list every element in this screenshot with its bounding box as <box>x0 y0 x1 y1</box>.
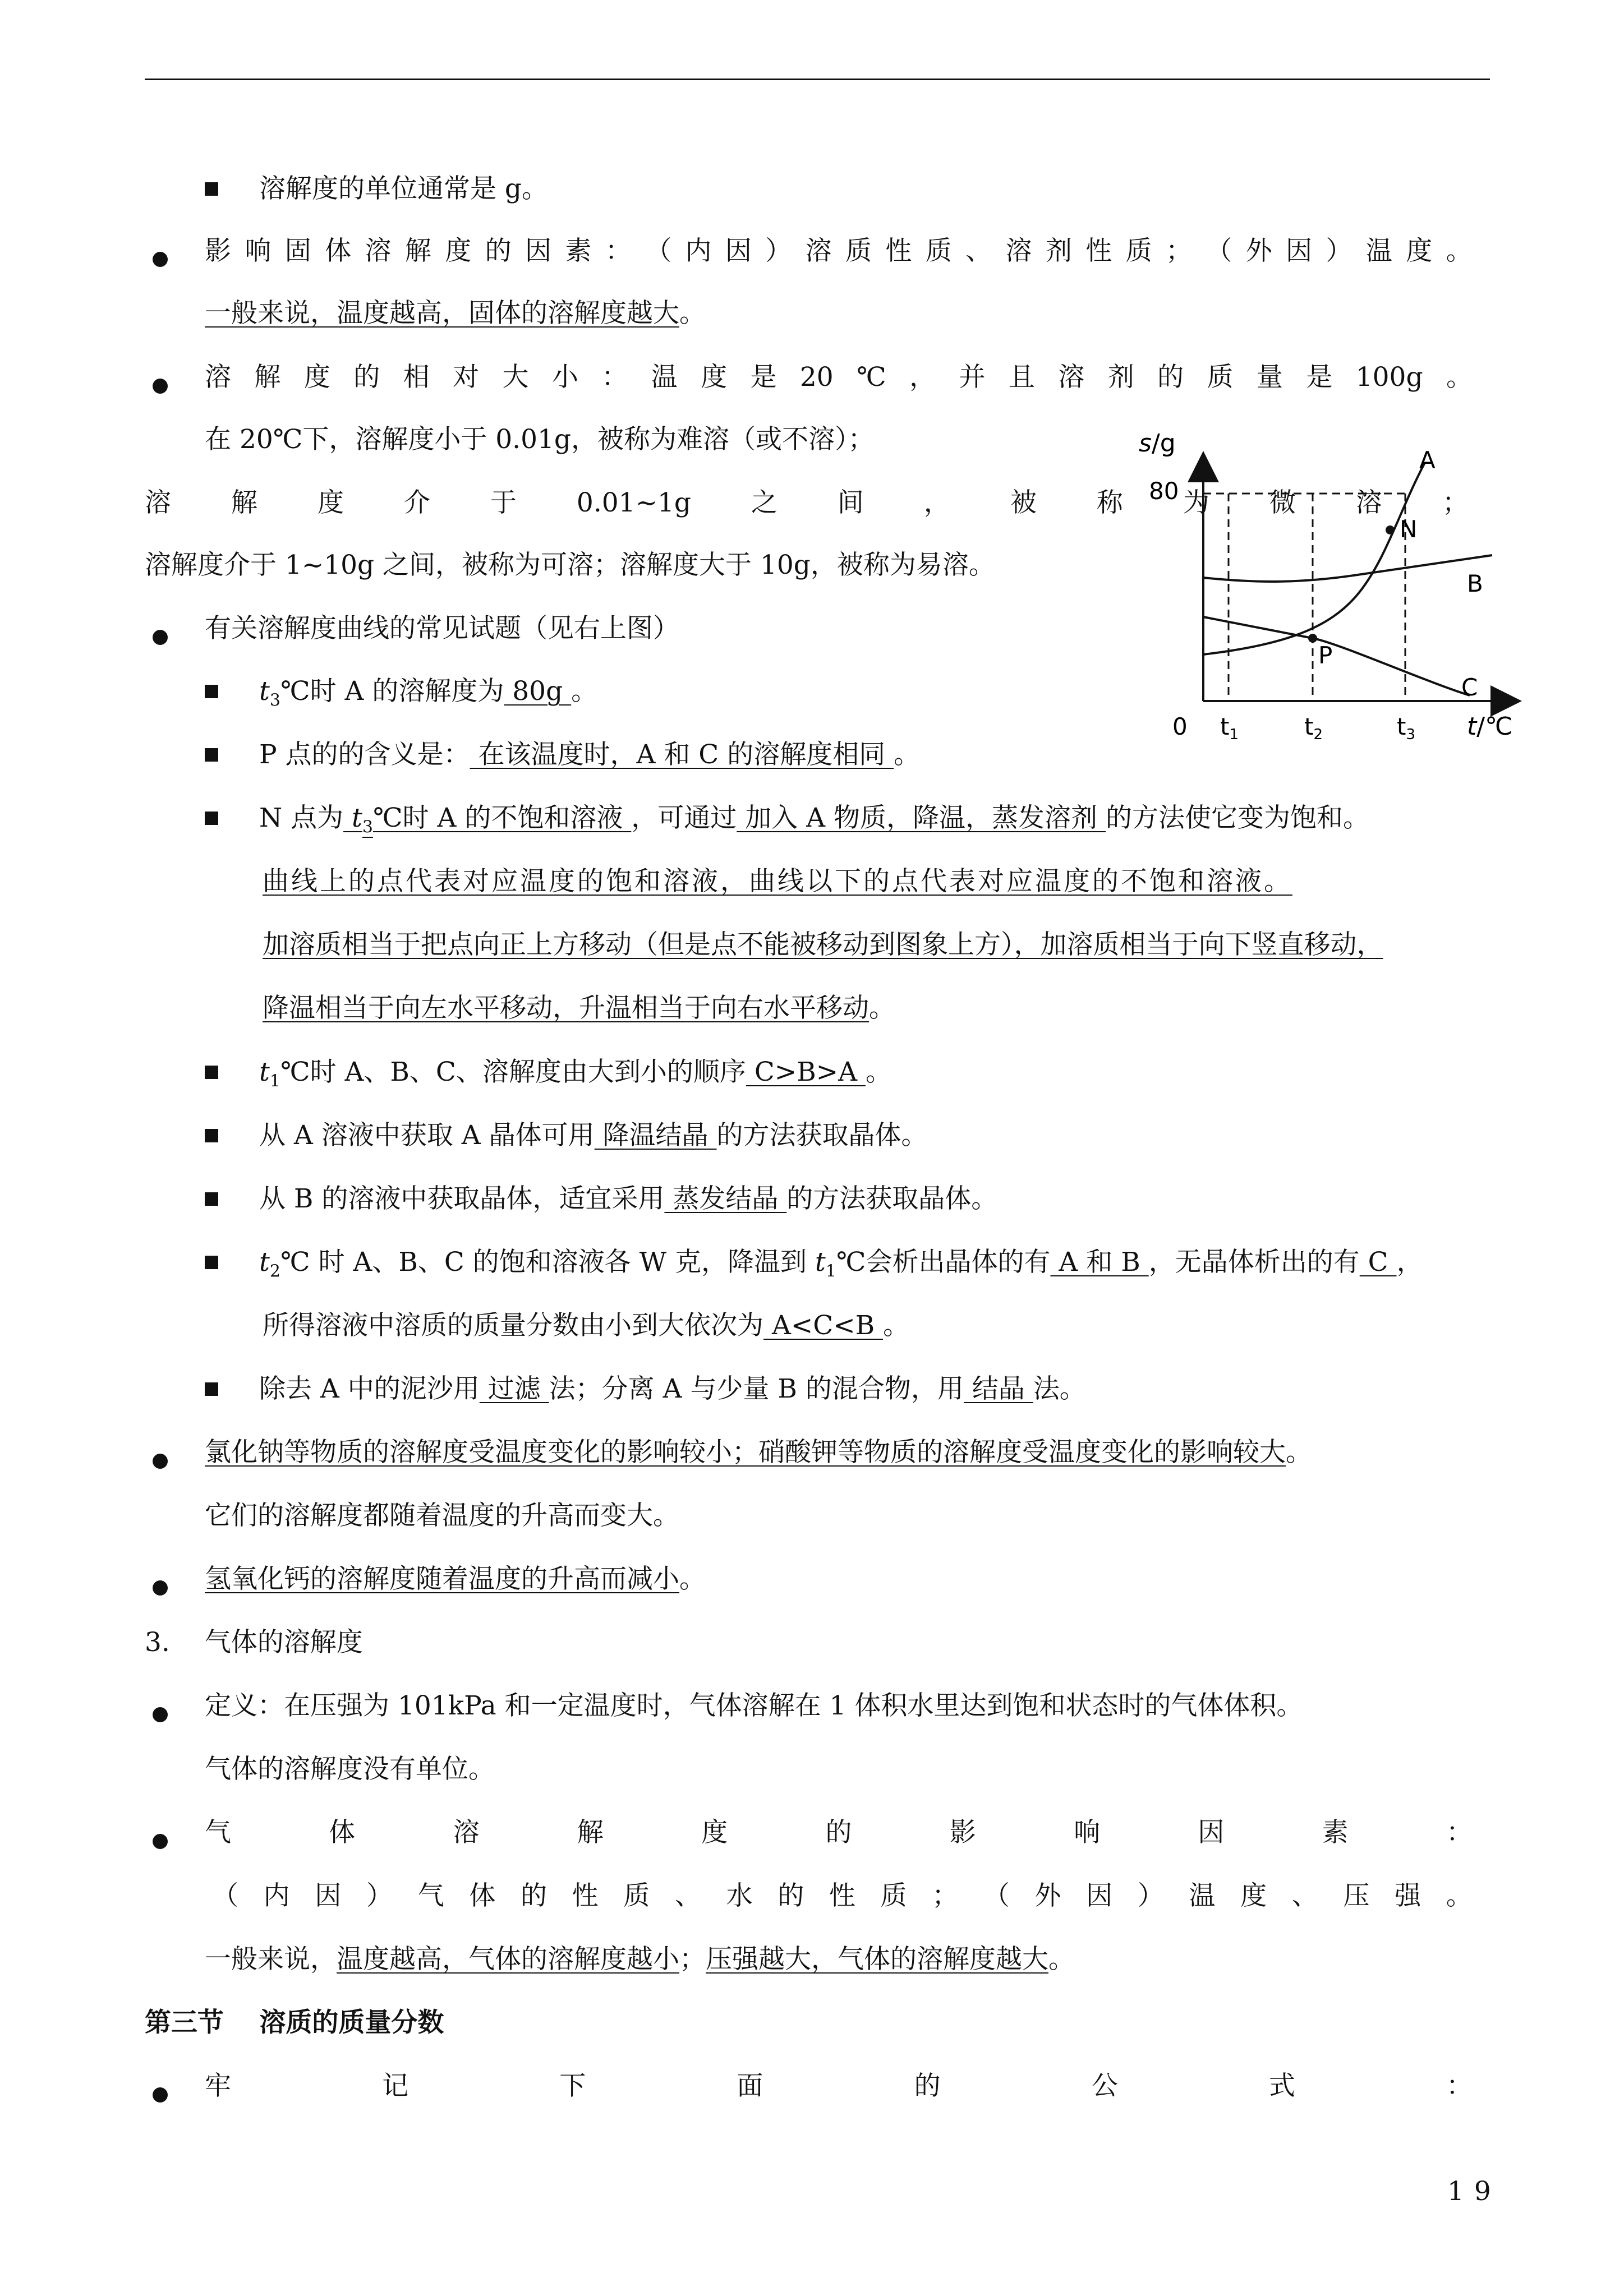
char: 牢 <box>205 2071 231 2101</box>
text: P 点的的含义是： <box>259 739 470 770</box>
question-5 <box>205 1119 928 1152</box>
tick-t2: t2 <box>1304 713 1323 743</box>
char: 度 <box>701 1817 728 1848</box>
char: 、 <box>965 236 992 266</box>
char: 下 <box>559 2071 586 2101</box>
underlined-text: 压强越大，气体的溶解度越大 <box>706 1944 1048 1975</box>
char: 公 <box>1091 2071 1118 2101</box>
point-n-icon <box>1386 525 1395 534</box>
underlined-text: 曲线上的点代表对应温度的饱和溶液，曲线以下的点代表对应温度的不饱和溶液。 <box>263 866 1292 897</box>
char: 于 <box>490 487 517 518</box>
tick-t3: t3 <box>1397 713 1416 743</box>
square-bullet-icon <box>205 748 218 762</box>
char: 对 <box>453 362 480 393</box>
question-6 <box>205 1182 997 1216</box>
char: 。 <box>1446 362 1473 393</box>
char: ： <box>1446 1817 1473 1848</box>
char: 解 <box>254 362 281 393</box>
text: 。 <box>869 993 895 1023</box>
char: 。 <box>1446 236 1473 266</box>
answer: ℃时 A 的不饱和溶液 <box>372 803 632 833</box>
char: ） <box>1326 236 1352 266</box>
char: 压 <box>1343 1880 1370 1911</box>
answer: 结晶 <box>963 1373 1033 1404</box>
answer: 过滤 <box>479 1373 549 1404</box>
round-bullet-icon <box>153 2079 168 2110</box>
char: ， <box>923 487 950 518</box>
subscript: 1 <box>269 1071 280 1091</box>
text: ，可通过 <box>631 803 737 833</box>
char: 介 <box>403 487 430 518</box>
underlined-text: 温度越高，气体的溶解度越小 <box>337 1944 679 1975</box>
char: 度 <box>303 362 330 393</box>
text: 。 <box>866 1057 892 1087</box>
char: 的 <box>778 1880 804 1911</box>
y-axis-label: s/g <box>1139 429 1176 458</box>
line-insoluble: 在 20℃下，溶解度小于 0.01g，被称为难溶（或不溶）； <box>205 424 875 455</box>
char: 外 <box>1034 1880 1061 1911</box>
text: ， <box>1396 1247 1423 1278</box>
char: 水 <box>726 1880 753 1911</box>
char: 量 <box>1256 362 1283 393</box>
text: 。 <box>679 298 706 329</box>
line-remember-formula <box>205 2069 1473 2103</box>
text: 一般来说， <box>205 1944 337 1975</box>
round-bullet-icon <box>153 243 168 274</box>
x-axis-label: t/℃ <box>1467 712 1513 741</box>
char: 气 <box>417 1880 444 1911</box>
char: ℃ <box>857 362 886 393</box>
char: 体 <box>329 1817 356 1848</box>
char: ） <box>765 236 792 266</box>
char: 性 <box>572 1880 599 1911</box>
subscript: 1 <box>825 1261 836 1281</box>
text: 所得溶液中溶质的质量分数由小到大依次为 <box>263 1310 763 1341</box>
char: 因 <box>1198 1817 1225 1848</box>
answer: 在该温度时，A 和 C 的溶解度相同 <box>470 739 894 770</box>
char: 性 <box>1085 236 1112 266</box>
char: （ <box>1206 236 1232 266</box>
answer: 加入 A 物质，降温，蒸发溶剂 <box>737 803 1106 833</box>
text: ； <box>679 1944 706 1975</box>
char: 内 <box>263 1880 290 1911</box>
text: 法；分离 A 与少量 B 的混合物，用 <box>549 1373 964 1404</box>
char: 为 <box>1183 487 1209 518</box>
char: 因 <box>315 1880 342 1911</box>
char: 的 <box>825 1817 852 1848</box>
char: 响 <box>1074 1817 1101 1848</box>
line-factors <box>205 234 1473 268</box>
char: ； <box>1166 236 1192 266</box>
char: 的 <box>353 362 380 393</box>
text: 除去 A 中的泥沙用 <box>259 1373 480 1404</box>
answer: C>B>A <box>746 1057 866 1087</box>
char: 影 <box>949 1817 976 1848</box>
char: 影 <box>205 236 231 266</box>
underlined-text: 加溶质相当于把点向正上方移动（但是点不能被移动到图象上方），加溶质相当于向下竖直移动， <box>263 929 1383 960</box>
answer: C <box>1359 1247 1397 1278</box>
line-general-solid <box>205 297 706 330</box>
char: 溶 <box>453 1817 480 1848</box>
text: 。 <box>894 739 921 770</box>
text: ℃会析出晶体的有 <box>836 1247 1051 1278</box>
char: 是 <box>1306 362 1333 393</box>
tick-t1: t1 <box>1220 713 1239 743</box>
char: 解 <box>577 1817 604 1848</box>
char: 固 <box>284 236 311 266</box>
header-rule <box>145 79 1490 80</box>
curve-c <box>1203 617 1470 695</box>
square-bullet-icon <box>205 1256 218 1269</box>
solubility-curve-figure <box>1139 415 1526 751</box>
text: ℃ 时 A、B、C 的饱和溶液各 W 克，降温到 <box>280 1247 815 1278</box>
char: ） <box>366 1880 393 1911</box>
answer: 80g <box>504 676 572 707</box>
question-2 <box>205 738 920 772</box>
char: 性 <box>885 236 912 266</box>
round-bullet-icon <box>153 1825 168 1856</box>
char: 、 <box>674 1880 701 1911</box>
curve-a-label: A <box>1419 446 1436 474</box>
char: 素 <box>565 236 592 266</box>
question-3-line-4 <box>263 992 895 1025</box>
char: 大 <box>502 362 529 393</box>
point-n-label: N <box>1400 515 1418 543</box>
text: t <box>815 1247 826 1278</box>
char: 因 <box>1286 236 1313 266</box>
char: 式 <box>1268 2071 1295 2101</box>
page-number: 19 <box>1447 2176 1501 2207</box>
question-3-line-3 <box>263 928 1383 962</box>
square-bullet-icon <box>205 1129 218 1142</box>
char: 溶 <box>365 236 392 266</box>
answer: 蒸发结晶 <box>664 1183 787 1214</box>
char: 温 <box>1189 1880 1216 1911</box>
text: ，无晶体析出的有 <box>1148 1247 1360 1278</box>
line-caoh2 <box>205 1562 706 1596</box>
round-bullet-icon <box>153 621 168 652</box>
line-gas-factors-2 <box>212 1879 1473 1913</box>
char: 溶 <box>145 487 171 518</box>
char: 的 <box>914 2071 941 2101</box>
subscript: 3 <box>269 690 280 711</box>
char: ： <box>605 236 632 266</box>
text: t <box>259 1247 270 1278</box>
round-bullet-icon <box>153 1572 168 1603</box>
char: ： <box>1446 2071 1473 2101</box>
char: （ <box>212 1880 238 1911</box>
underlined-text: 氯化钠等物质的溶解度受温度变化的影响较小；硝酸钾等物质的溶解度受温度变化的影响较大 <box>205 1437 1286 1468</box>
char: 内 <box>685 236 712 266</box>
char: 剂 <box>1045 236 1072 266</box>
text: 。 <box>883 1310 910 1341</box>
char: 微 <box>1269 487 1296 518</box>
char: 的 <box>520 1880 547 1911</box>
char: ； <box>932 1880 959 1911</box>
char: 质 <box>880 1880 907 1911</box>
text: 法。 <box>1033 1373 1086 1404</box>
origin-label: 0 <box>1172 713 1188 740</box>
char: ） <box>1137 1880 1164 1911</box>
text: 。 <box>679 1564 706 1594</box>
char: 、 <box>1291 1880 1318 1911</box>
char: 是 <box>750 362 777 393</box>
char: 体 <box>469 1880 496 1911</box>
square-bullet-icon <box>205 1382 218 1396</box>
char: 响 <box>245 236 272 266</box>
char: 间 <box>837 487 864 518</box>
subscript: 3 <box>362 817 373 837</box>
char: 素 <box>1322 1817 1349 1848</box>
subscript: 2 <box>269 1261 280 1281</box>
section-3-heading: 3. 气体的溶解度 <box>145 1627 363 1658</box>
text: t <box>259 1057 270 1087</box>
char: 被 <box>1010 487 1037 518</box>
text: 从 B 的溶液中获取晶体，适宜采用 <box>259 1183 665 1214</box>
answer: t <box>343 803 362 833</box>
question-7 <box>205 1246 1423 1288</box>
char: 质 <box>623 1880 650 1911</box>
char: 剂 <box>1107 362 1134 393</box>
curve-b <box>1203 555 1492 582</box>
round-bullet-icon <box>153 1445 168 1476</box>
char: ； <box>1442 487 1469 518</box>
char: 体 <box>325 236 352 266</box>
question-3-line-2 <box>263 865 1292 898</box>
answer: A 和 B <box>1050 1247 1149 1278</box>
question-1 <box>205 675 597 717</box>
char: 度 <box>1406 236 1433 266</box>
char: 溶 <box>1005 236 1032 266</box>
text: N 点为 <box>259 803 344 833</box>
char: 外 <box>1245 236 1272 266</box>
char: 度 <box>1240 1880 1267 1911</box>
square-bullet-icon <box>205 1192 218 1206</box>
char: 因 <box>1086 1880 1113 1911</box>
char: 解 <box>404 236 431 266</box>
char: 且 <box>1008 362 1035 393</box>
underlined-text: 一般来说，温度越高，固体的溶解度越大 <box>205 298 679 329</box>
char: 温 <box>1365 236 1392 266</box>
char: 相 <box>403 362 430 393</box>
square-bullet-icon <box>205 812 218 825</box>
question-4 <box>205 1055 892 1098</box>
char: 的 <box>485 236 512 266</box>
line-curve-questions: 有关溶解度曲线的常见试题（见右上图） <box>205 613 679 644</box>
char: 因 <box>525 236 551 266</box>
char: 质 <box>925 236 952 266</box>
curve-a <box>1203 463 1425 654</box>
round-bullet-icon <box>153 370 168 401</box>
curve-b-label: B <box>1467 570 1483 597</box>
char: 称 <box>1096 487 1123 518</box>
round-bullet-icon <box>153 1699 168 1730</box>
char: 性 <box>829 1880 855 1911</box>
answer: A<C<B <box>763 1310 884 1341</box>
point-p-label: P <box>1318 642 1333 669</box>
text: 。 <box>571 676 598 707</box>
line-increase: 它们的溶解度都随着温度的升高而变大。 <box>205 1500 679 1531</box>
line-nacl-kno3 <box>205 1436 1312 1469</box>
char: 。 <box>1446 1880 1473 1911</box>
line-unit <box>205 172 548 206</box>
char: ， <box>909 362 936 393</box>
line-gas-definition: 定义：在压强为 101kPa 和一定温度时，气体溶解在 1 体积水里达到饱和状态时的气体体积。 <box>205 1690 1303 1721</box>
char: 解 <box>231 487 257 518</box>
char: 因 <box>725 236 752 266</box>
underlined-text: 降温相当于向左水平移动，升温相当于向右水平移动 <box>263 993 869 1023</box>
char: 小 <box>551 362 578 393</box>
char: （ <box>983 1880 1010 1911</box>
square-bullet-icon <box>205 182 218 196</box>
text: 的方法获取晶体。 <box>786 1183 998 1214</box>
question-3 <box>205 801 1369 844</box>
text: 溶解度的单位通常是 g。 <box>259 173 548 204</box>
text: 的方法获取晶体。 <box>716 1120 928 1151</box>
char: 溶 <box>205 362 231 393</box>
text: 的方法使它变为饱和。 <box>1106 803 1369 833</box>
char: 度 <box>445 236 472 266</box>
line-gas-no-unit: 气体的溶解度没有单位。 <box>205 1754 495 1785</box>
char: 100g <box>1355 362 1423 393</box>
text: ℃时 A、B、C、溶解度由大到小的顺序 <box>280 1057 746 1087</box>
char: 的 <box>1157 362 1184 393</box>
line-gas-factors <box>205 1816 1473 1850</box>
char: 面 <box>737 2071 763 2101</box>
section-title: 第三节 溶质的质量分数 <box>145 2007 444 2038</box>
line-gas-general <box>205 1943 1075 1976</box>
text: 。 <box>1048 1944 1075 1975</box>
underlined-text: 氢氧化钙的溶解度随着温度的升高而减小 <box>205 1564 679 1594</box>
question-7-line-2 <box>263 1309 909 1343</box>
answer: 降温结晶 <box>594 1120 717 1151</box>
y-tick-80: 80 <box>1149 477 1179 505</box>
char: 记 <box>382 2071 409 2101</box>
char: 溶 <box>805 236 832 266</box>
char: 温 <box>651 362 678 393</box>
square-bullet-icon <box>205 1066 218 1079</box>
text: ℃时 A 的溶解度为 <box>280 676 504 707</box>
char: 溶 <box>1058 362 1085 393</box>
char: 溶 <box>1355 487 1382 518</box>
char: 并 <box>959 362 986 393</box>
char: 20 <box>799 362 834 393</box>
text: t <box>259 676 270 707</box>
line-relative-size <box>205 361 1473 394</box>
curve-c-label: C <box>1461 674 1478 701</box>
char: 0.01~1g <box>576 487 691 518</box>
char: 质 <box>845 236 872 266</box>
char: 质 <box>1207 362 1234 393</box>
char: ： <box>601 362 628 393</box>
text: 从 A 溶液中获取 A 晶体可用 <box>259 1120 595 1151</box>
char: 气 <box>205 1817 231 1848</box>
point-p-icon <box>1308 634 1317 643</box>
char: 之 <box>751 487 778 518</box>
line-soluble: 溶解度介于 1~10g 之间，被称为可溶；溶解度大于 10g，被称为易溶。 <box>145 550 995 580</box>
char: 质 <box>1125 236 1152 266</box>
question-8 <box>205 1372 1086 1406</box>
char: （ <box>645 236 672 266</box>
square-bullet-icon <box>205 685 218 698</box>
char: 强 <box>1395 1880 1421 1911</box>
char: 度 <box>317 487 344 518</box>
text: 。 <box>1286 1437 1312 1468</box>
char: 度 <box>701 362 728 393</box>
